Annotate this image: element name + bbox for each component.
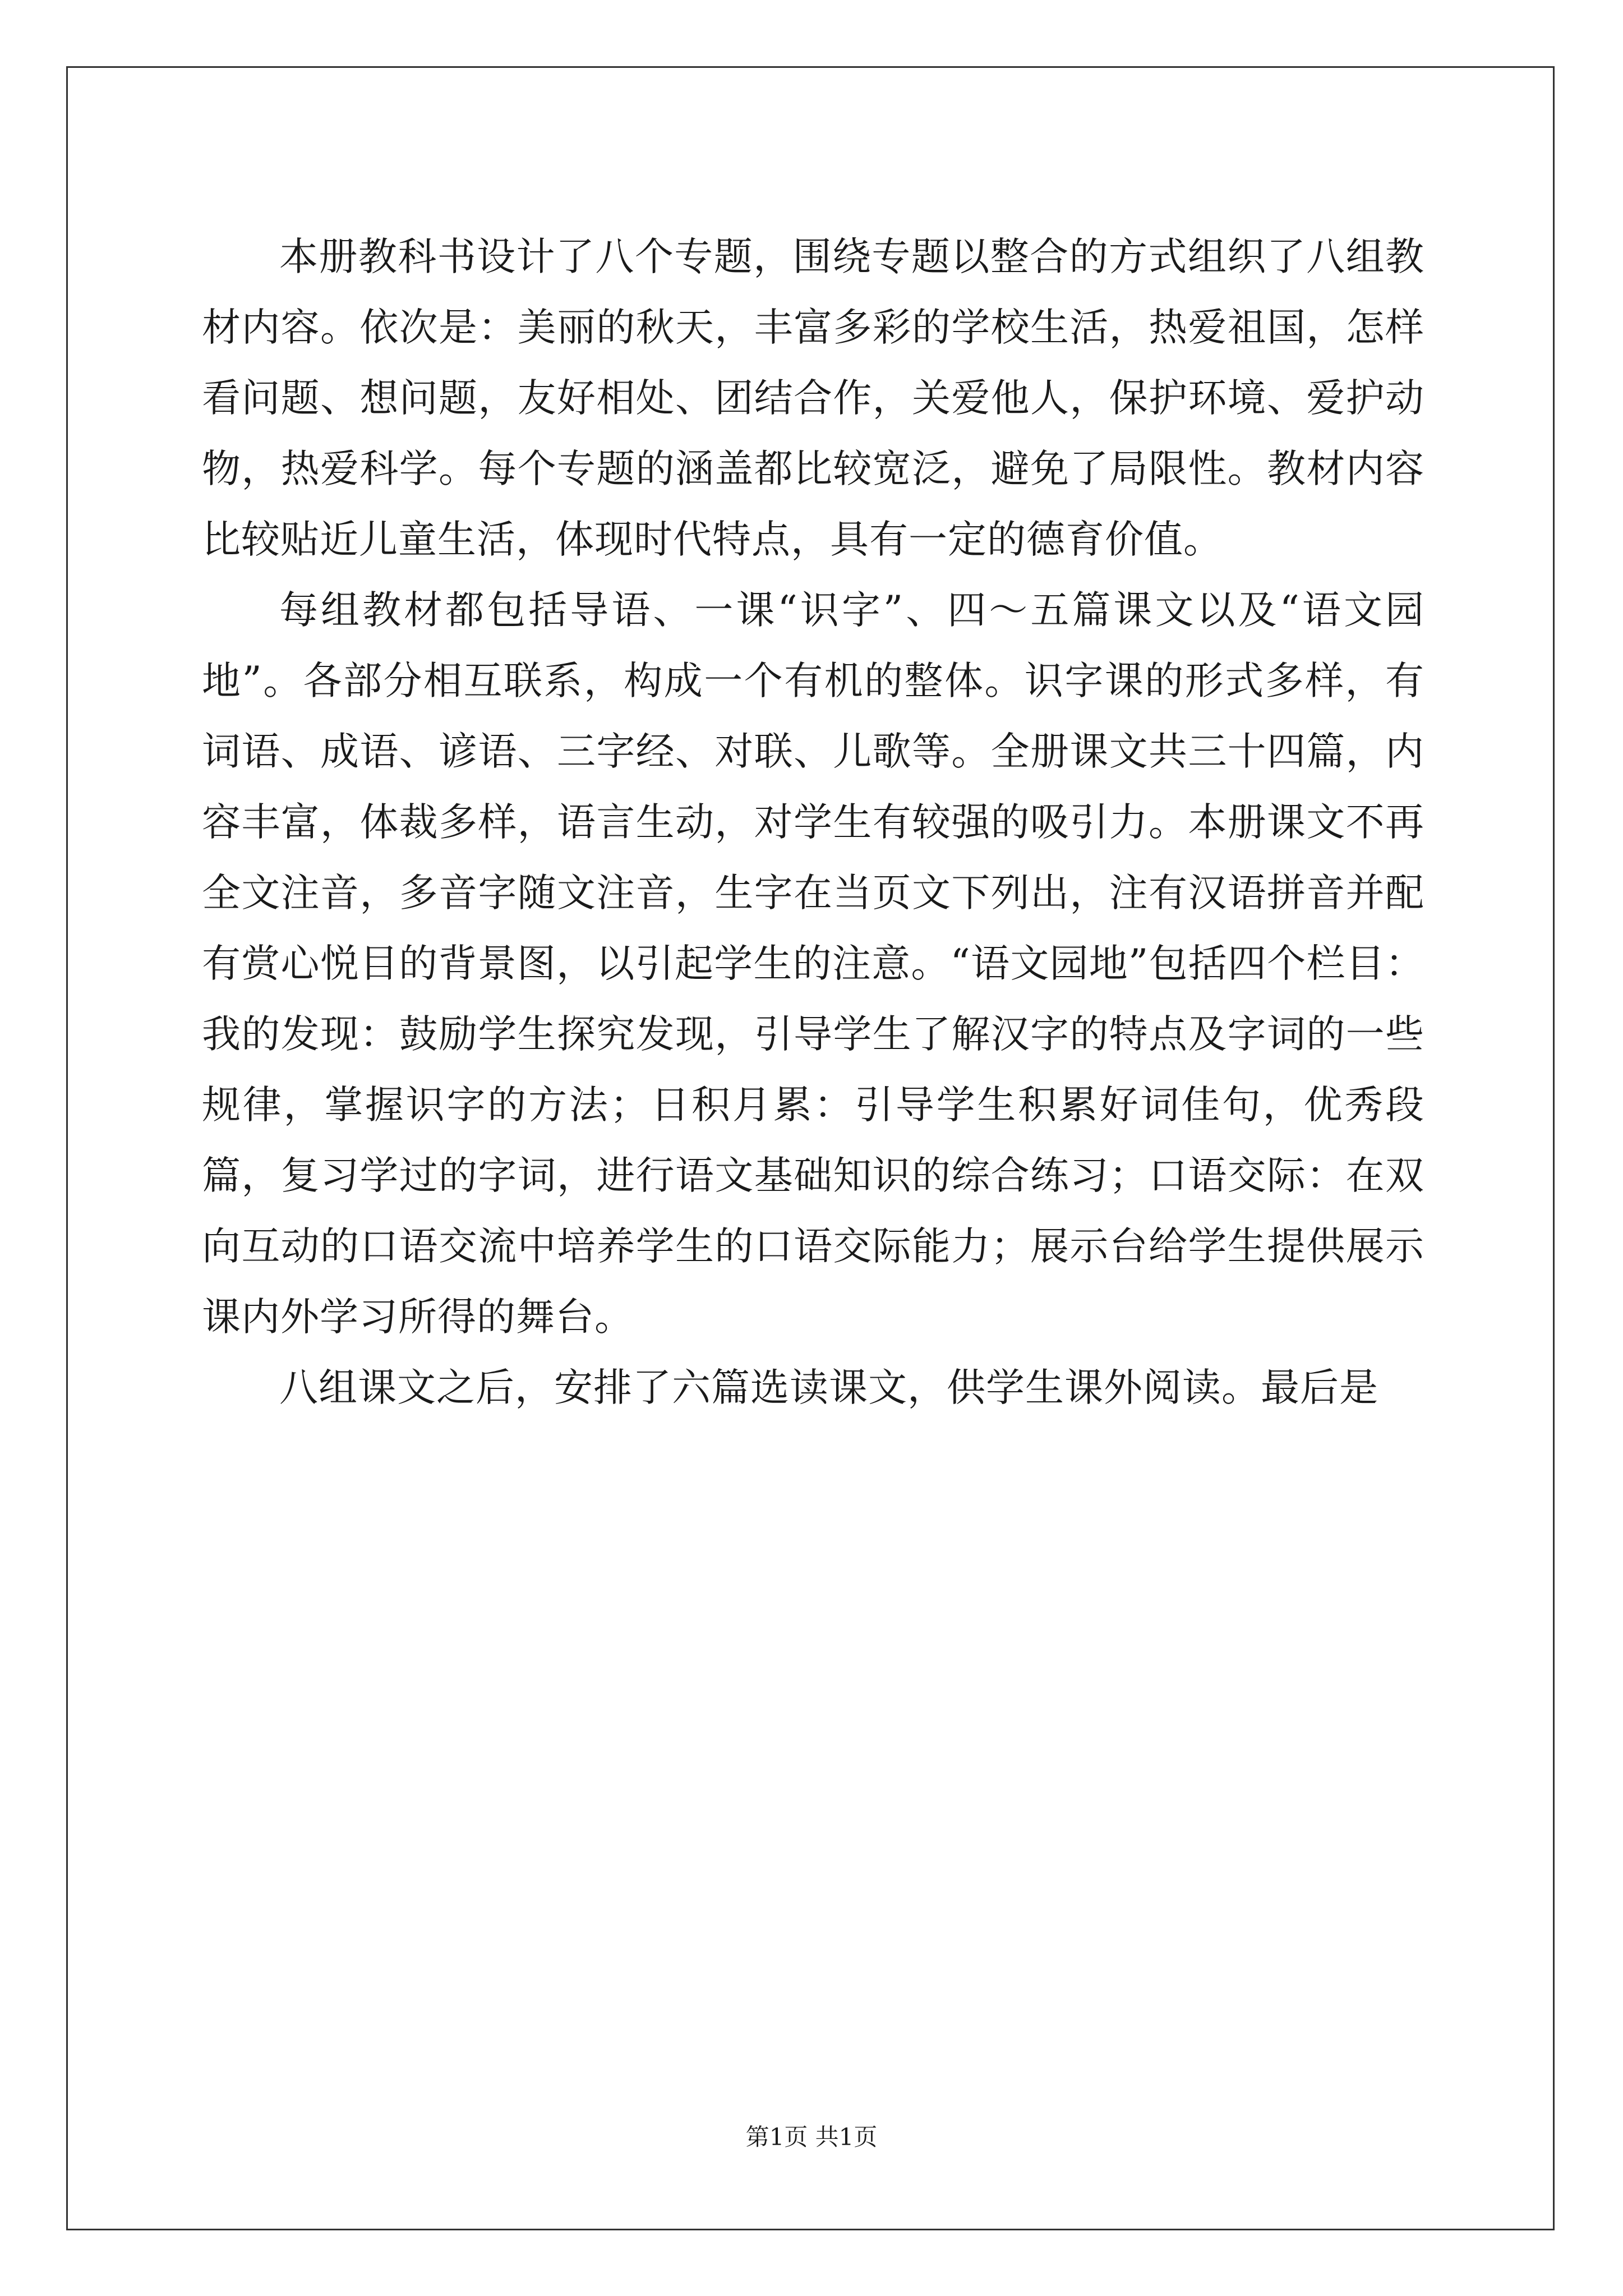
document-body — [202, 222, 1424, 1423]
page-footer: 第1页 共1页 — [745, 2123, 878, 2151]
paragraph-1: 本册教科书设计了八个专题，围绕专题以整合的方式组织了八组教材内容。依次是：美丽的秋天，丰富多彩的学校生活，热爱祖国，怎样看问题、想问题，友好相处、团结合作，关爱他人，保护环境、爱护动物，热爱科学。每个专题的涵盖都比较宽泛，避免了局限性。教材内容比较贴近儿童生活，体现时代特点，具有一定的德育价值。 — [202, 234, 1424, 562]
paragraph-3: 八组课文之后，安排了六篇选读课文，供学生课外阅读。最后是 — [279, 1365, 1378, 1410]
paragraph-2: 每组教材都包括导语、一课“识字”、四～五篇课文以及“语文园地”。各部分相互联系，构成一个有机的整体。识字课的形式多样，有词语、成语、谚语、三字经、对联、儿歌等。全册课文共三十四篇，内容丰富，体裁多样，语言生动，对学生有较强的吸引力。本册课文不再全文注音，多音字随文注音，生字在当页文下列出，注有汉语拼音并配有赏心悦目的背景图，以引起学生的注意。“语文园地”包括四个栏目：我的发现：鼓励学生探究发现，引导学生了解汉字的特点及字词的一些规律，掌握识字的方法；日积月累：引导学生积累好词佳句，优秀段篇，复习学过的字词，进行语文基础知识的综合练习；口语交际：在双向互动的口语交流中培养学生的口语交际能力；展示台给学生提供展示课内外学习所得的舞台。 — [202, 588, 1424, 1340]
